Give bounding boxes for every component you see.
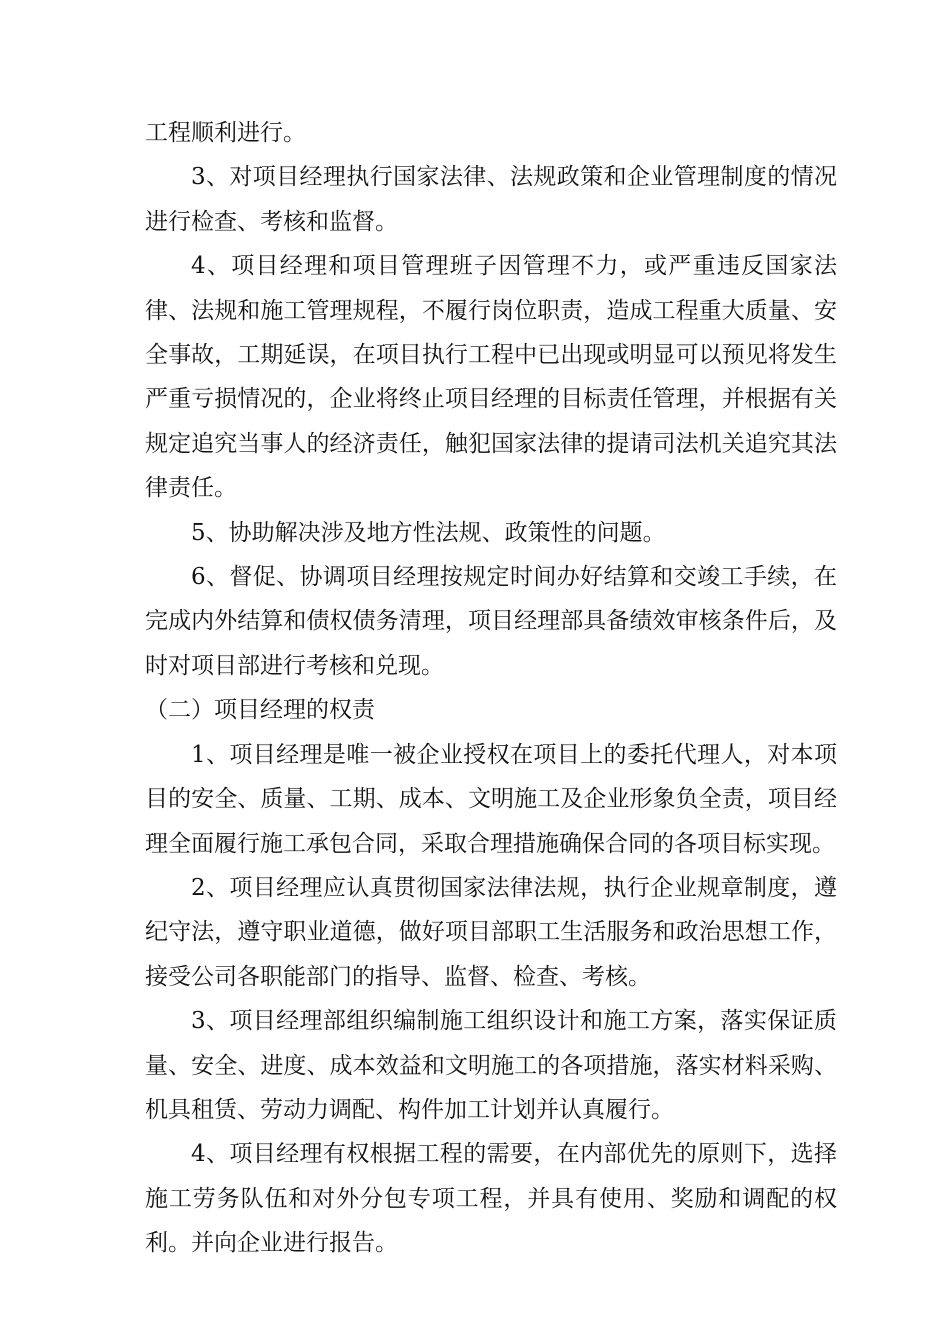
paragraph-item-6-settlement: 6、督促、协调项目经理按规定时间办好结算和交竣工手续，在完成内外结算和债权债务清理，项目经理部具备绩效审核条件后，及时对项目部进行考核和兑现。 — [145, 564, 837, 679]
paragraph-duty-2-compliance: 2、项目经理应认真贯彻国家法律法规，执行企业规章制度，遵纪守法，遵守职业道德，做好项目部职工生活服务和政治思想工作，接受公司各职能部门的指导、监督、检查、考核。 — [145, 874, 837, 990]
paragraph-duty-3-planning: 3、项目经理部组织编制施工组织设计和施工方案，落实保证质量、安全、进度、成本效益和文明施工的各项措施，落实材料采购、机具租赁、劳动力调配、构件加工计划并认真履行。 — [145, 1008, 837, 1123]
paragraph-continuation: 工程顺利进行。 — [145, 120, 306, 146]
document-body — [145, 111, 837, 1266]
paragraph-item-5-local-regulations: 5、协助解决涉及地方性法规、政策性的问题。 — [191, 519, 666, 546]
paragraph-item-4-termination: 4、项目经理和项目管理班子因管理不力，或严重违反国家法律、法规和施工管理规程，不履行岗位职责，造成工程重大质量、安全事故，工期延误，在项目执行工程中已出现或明显可以预见将发生严重亏损情况的，企业将终止项目经理的目标责任管理，并根据有关规定追究当事人的经济责任，触犯国家法律的提请司法机关追究其法律责任。 — [145, 253, 837, 502]
paragraph-item-3-inspection: 3、对项目经理执行国家法律、法规政策和企业管理制度的情况进行检查、考核和监督。 — [145, 164, 837, 235]
paragraph-duty-4-subcontracting: 4、项目经理有权根据工程的需要，在内部优先的原则下，选择施工劳务队伍和对外分包专项工程，并具有使用、奖励和调配的权利。并向企业进行报告。 — [145, 1141, 837, 1257]
section-heading-manager-duties: （二）项目经理的权责 — [145, 697, 375, 724]
paragraph-duty-1-agent: 1、项目经理是唯一被企业授权在项目上的委托代理人，对本项目的安全、质量、工期、成本、文明施工及企业形象负全责，项目经理全面履行施工承包合同，采取合理措施确保合同的各项目标实现。 — [145, 741, 837, 857]
